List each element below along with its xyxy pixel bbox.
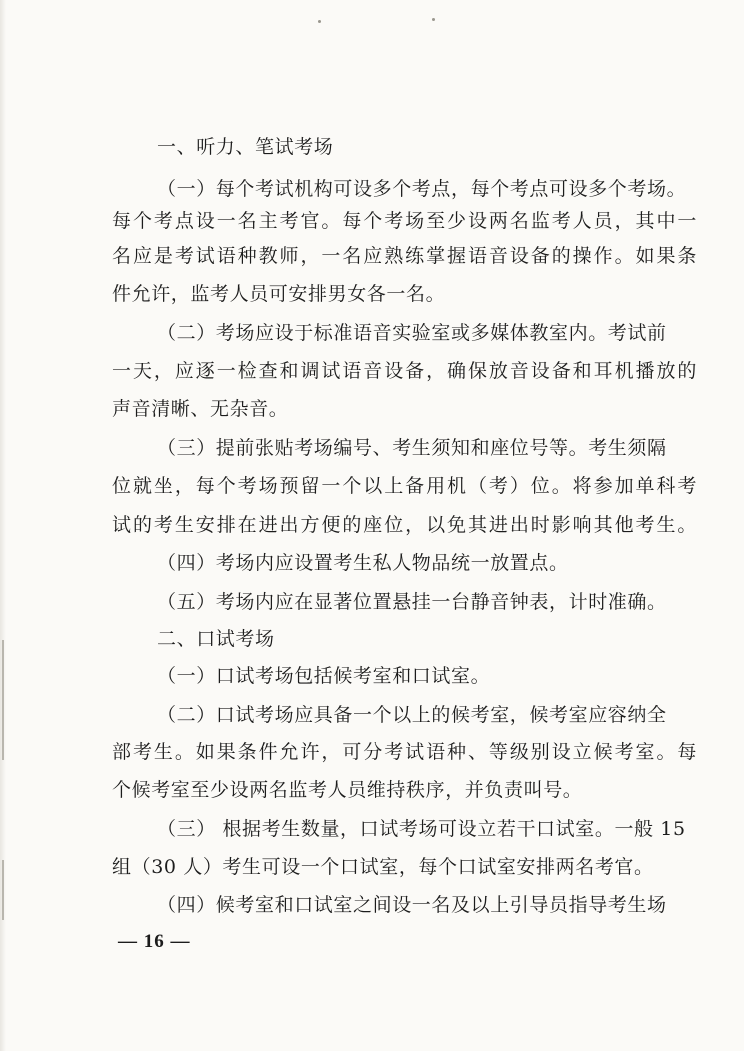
paragraph-line: （三） 根据考生数量，口试考场可设立若干口试室。一般 15 bbox=[157, 818, 686, 840]
paragraph-line: （二）考场应设于标准语音实验室或多媒体教室内。考试前 bbox=[157, 322, 667, 344]
paragraph-line: 一天，应逐一检查和调试语音设备，确保放音设备和耳机播放的 bbox=[112, 360, 697, 382]
section-heading-1: 一、听力、笔试考场 bbox=[157, 136, 334, 158]
paragraph-line: （一）每个考试机构可设多个考点，每个考点可设多个考场。 bbox=[157, 178, 687, 200]
paragraph-line: 部考生。如果条件允许，可分考试语种、等级别设立候考室。每 bbox=[112, 741, 697, 763]
section-heading-2: 二、口试考场 bbox=[157, 628, 275, 650]
paragraph-line: （四）候考室和口试室之间设一名及以上引导员指导考生场 bbox=[157, 894, 667, 916]
paragraph-line: 名应是考试语种教师，一名应熟练掌握语音设备的操作。如果条 bbox=[112, 245, 697, 267]
paragraph-line: 位就坐，每个考场预留一个以上备用机（考）位。将参加单科考 bbox=[112, 475, 697, 497]
paragraph-line: （一）口试考场包括候考室和口试室。 bbox=[157, 665, 491, 687]
paragraph-line: 组（30 人）考生可设一个口试室，每个口试室安排两名考官。 bbox=[112, 856, 654, 878]
paragraph-line: 声音清晰、无杂音。 bbox=[112, 398, 289, 420]
paragraph-line: （五）考场内应在显著位置悬挂一台静音钟表，计时准确。 bbox=[157, 591, 667, 613]
page-number: — 16 — bbox=[118, 931, 191, 952]
paragraph-line: （四）考场内应设置考生私人物品统一放置点。 bbox=[157, 552, 569, 574]
paragraph-line: （二）口试考场应具备一个以上的候考室，候考室应容纳全 bbox=[157, 704, 667, 726]
paragraph-line: （三）提前张贴考场编号、考生须知和座位号等。考生须隔 bbox=[157, 437, 667, 459]
paragraph-line: 件允许，监考人员可安排男女各一名。 bbox=[112, 283, 446, 305]
paragraph-line: 试的考生安排在进出方便的座位，以免其进出时影响其他考生。 bbox=[112, 514, 697, 536]
paragraph-line: 每个考点设一名主考官。每个考场至少设两名监考人员，其中一 bbox=[112, 210, 697, 232]
paragraph-line: 个候考室至少设两名监考人员维持秩序，并负责叫号。 bbox=[112, 779, 583, 801]
